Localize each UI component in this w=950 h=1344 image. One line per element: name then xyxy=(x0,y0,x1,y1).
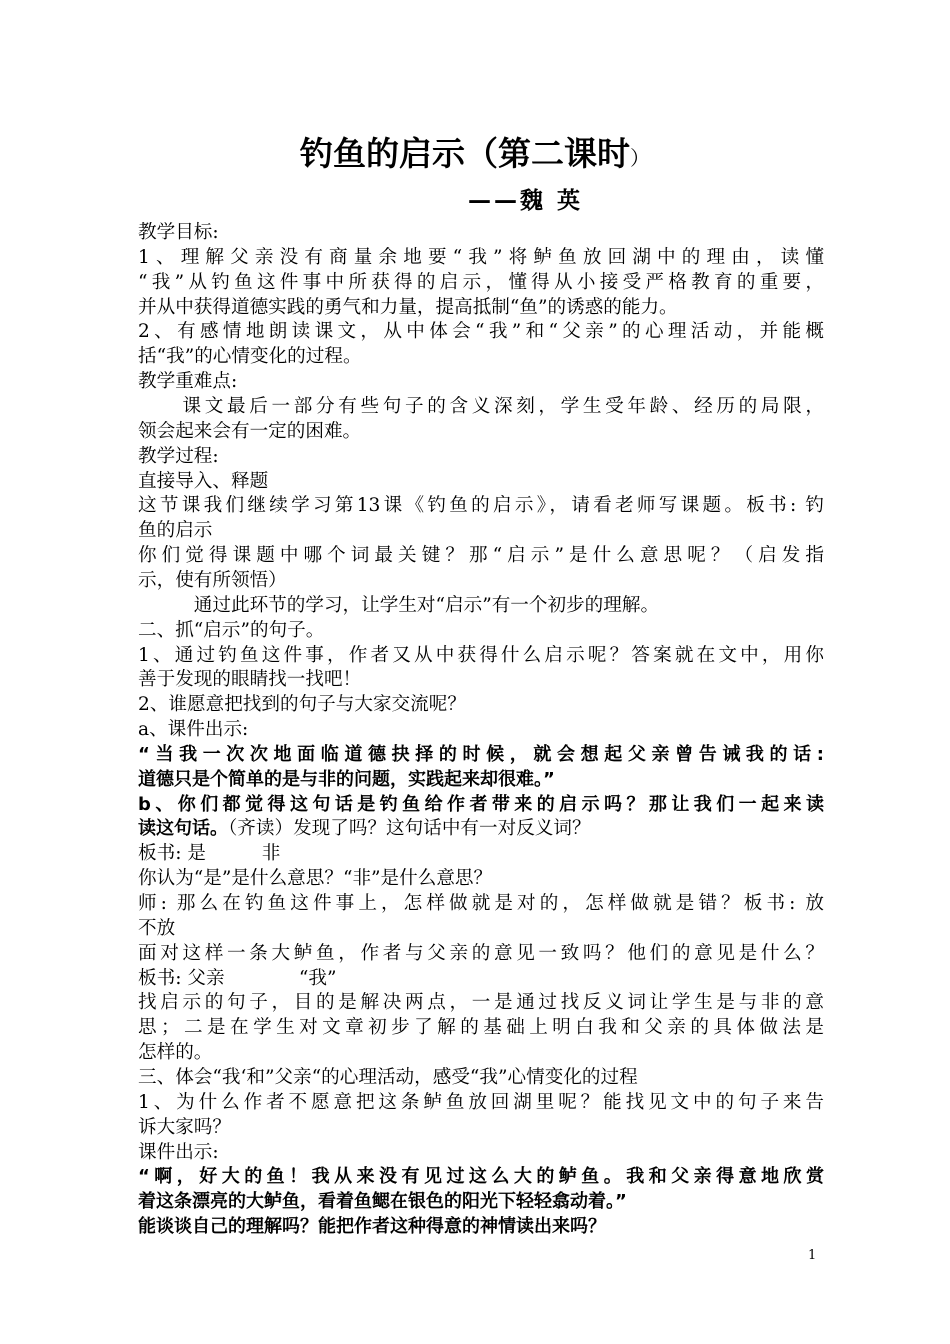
text-line: 能谈谈自己的理解吗？能把作者这种得意的神情读出来吗？ xyxy=(138,1216,606,1237)
title-close-paren: ） xyxy=(630,146,650,170)
text-line: 直接导入、释题 xyxy=(138,470,269,492)
text-line: 课文最后一部分有些句子的含义深刻，学生受年龄、经历的局限， xyxy=(138,396,824,417)
text-line: b、你们都觉得这句话是钓鱼给作者带来的启示吗？那让我们一起来读 xyxy=(138,793,824,815)
text-line: 着这条漂亮的大鲈鱼，看着鱼鳃在银色的阳光下轻轻翕动着。” xyxy=(138,1191,627,1213)
text-line: 教学过程: xyxy=(138,445,219,467)
text-line: “啊，好大的鱼！我从来没有见过这么大的鲈鱼。我和父亲得意地欣赏 xyxy=(138,1166,824,1188)
text-line: a、课件出示: xyxy=(138,719,249,740)
text-line: 通过此环节的学习，让学生对“启示”有一个初步的理解。 xyxy=(138,594,660,616)
text-line: 鱼的启示 xyxy=(138,520,213,542)
text-line: 诉大家吗？ xyxy=(138,1116,231,1138)
text-line: 板书: 父亲 “我” xyxy=(138,967,337,989)
text-line: 2、有感情地朗读课文，从中体会“我”和“父亲”的心理活动，并能概 xyxy=(138,321,824,343)
text-line: 找启示的句子，目的是解决两点，一是通过找反义词让学生是与非的意 xyxy=(138,992,824,1014)
text-line: 道德只是个简单的是与非的问题，实践起来却很难。” xyxy=(138,768,555,790)
title-main: 钓鱼的启示（第二课时 xyxy=(300,134,630,173)
text-line: 领会起来会有一定的困难。 xyxy=(138,420,362,442)
text-line: 你认为“是”是什么意思？“非”是什么意思？ xyxy=(138,868,493,890)
text-line: 三、体会“我‘和”父亲“的心理活动，感受“我”心情变化的过程 xyxy=(138,1066,638,1088)
page-number: 1 xyxy=(808,1248,817,1263)
text-line: 1、为什么作者不愿意把这条鲈鱼放回湖里呢？能找见文中的句子来告 xyxy=(138,1091,824,1113)
text-line: 这节课我们继续学习第13课《钓鱼的启示》，请看老师写课题。板书: 钓 xyxy=(138,495,824,517)
text-line: 善于发现的眼睛找一找吧！ xyxy=(138,669,362,691)
text-line: 1、通过钓鱼这件事，作者又从中获得什么启示呢？答案就在文中，用你 xyxy=(138,644,824,666)
author-line: ——魏 英 xyxy=(468,188,584,214)
text-line: 1、理解父亲没有商量余地要“我”将鲈鱼放回湖中的理由，读懂 xyxy=(138,246,824,268)
bold-run: 读这句话。 xyxy=(138,818,228,840)
text-line: 示，使有所领悟） xyxy=(138,569,287,591)
text-line: 教学目标: xyxy=(138,222,219,243)
text-line: 并从中获得道德实践的勇气和力量，提高抵制“鱼”的诱惑的能力。 xyxy=(138,296,678,318)
text-line: 师: 那么在钓鱼这件事上，怎样做就是对的，怎样做就是错？板书: 放 xyxy=(138,893,824,914)
text-line: 思；二是在学生对文章初步了解的基础上明白我和父亲的具体做法是 xyxy=(138,1017,824,1039)
text-line: “当我一次次地面临道德抉择的时候，就会想起父亲曾告诫我的话: xyxy=(138,743,824,765)
text-line: 怎样的。 xyxy=(138,1042,213,1064)
normal-run: （齐读）发现了吗？这句话中有一对反义词？ xyxy=(228,818,591,840)
document-title xyxy=(0,128,950,175)
text-line: 你们觉得课题中哪个词最关键？那“启示”是什么意思呢？（启发指 xyxy=(138,545,824,566)
text-line: 面对这样一条大鲈鱼，作者与父亲的意见一致吗？他们的意见是什么？ xyxy=(138,942,824,964)
text-line: 括“我”的心情变化的过程。 xyxy=(138,346,362,368)
text-line xyxy=(138,817,824,841)
text-line: 教学重难点: xyxy=(138,371,238,393)
text-line: 课件出示: xyxy=(138,1141,219,1163)
text-line: 二、抓“启示”的句子。 xyxy=(138,619,325,641)
text-line: 不放 xyxy=(138,917,176,939)
text-line: 板书: 是 非 xyxy=(138,843,281,865)
text-line: 2、谁愿意把找到的句子与大家交流呢？ xyxy=(138,694,466,716)
text-line: “我”从钓鱼这件事中所获得的启示，懂得从小接受严格教育的重要， xyxy=(138,271,824,293)
